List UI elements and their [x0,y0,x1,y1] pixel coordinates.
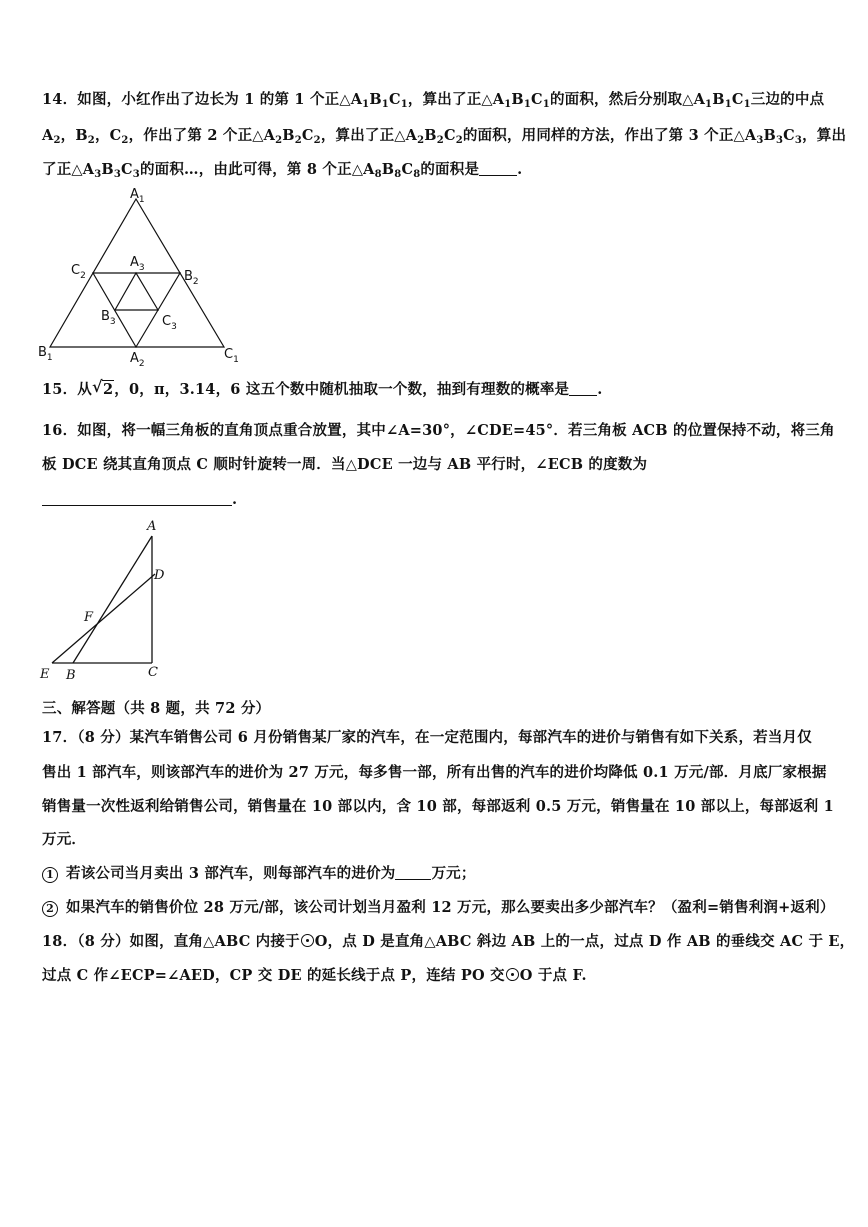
label-a1: $A_1$ [130,187,145,205]
label-a3: $A_3$ [130,255,145,273]
q15-line: 15．从 √ 2，0，π，3.14，6 这五个数中随机抽取一个数，抽到有理数的概率是 . [42,377,603,398]
q17-line-1: 17．（8 分）某汽车销售公司 6 月份销售某厂家的汽车，在一定范围内，每部汽车的进价与销售有如下关系，若当月仅 [42,729,812,746]
q16-line-2: 板 DCE 绕其直角顶点 C 顺时针旋转一周．当△DCE 一边与 AB 平行时，∠ECB 的度数为 [42,456,648,473]
answer-blank[interactable] [395,865,431,880]
segment-ab [73,536,152,663]
q14-line-1: 14．如图，小红作出了边长为 1 的第 1 个正$\triangle A_1B_1C_1$，算出了正$\triangle A_1B_1C_1$的面积，然后分别取$\triangle A_1B_1C_1$三边的中点 [42,91,825,110]
section-heading: 三、解答题（共 8 题，共 72 分） [42,700,271,717]
answer-blank[interactable] [42,491,232,506]
q17-sub-2: 2 如果汽车的销售价位 28 万元/部，该公司计划当月盈利 12 万元，那么要卖出多少部汽车？（盈利=销售利润+返利） [42,898,835,918]
triangle-figure [34,186,244,368]
label-a: A [147,519,157,534]
label-c3: $C_3$ [162,314,177,332]
label-b3: $B_3$ [101,309,116,327]
sqrt-2: √ 2 [91,377,114,398]
q14-line-3: 了正$\triangle A_3B_3C_3$的面积…，由此可得，第 8 个正$\triangle A_8B_8C_8$的面积是 . [42,161,523,180]
label-e: E [40,667,50,682]
q17-line-3: 销售量一次性返利给销售公司，销售量在 10 部以内，含 10 部，每部返利 0.5 万元，销售量在 10 部以上，每部返利 1 [42,798,834,815]
label-c1: $C_1$ [224,347,239,365]
label-b2: $B_2$ [184,269,199,287]
circle-dot-icon [301,934,314,947]
label-f: F [84,610,94,625]
label-a2: $A_2$ [130,351,145,368]
q16-line-3: . [42,490,237,510]
label-c2: $C_2$ [71,263,86,281]
q16-line-1: 16．如图，将一幅三角板的直角顶点重合放置，其中∠A=30°，∠CDE=45°．若三角板 ACB 的位置保持不动，将三角 [42,422,835,439]
answer-blank[interactable] [479,161,517,176]
triangle-a3b3c3 [115,273,158,310]
q17-sub-1: 1 若该公司当月卖出 3 部汽车，则每部汽车的进价为 万元； [42,864,476,884]
label-d: D [154,568,165,583]
q17-line-4: 万元． [42,831,87,848]
segment-de [52,574,155,663]
q18-line-1: 18．（8 分）如图，直角△ABC 内接于 O，点 D 是直角△ABC 斜边 AB 上的一点，过点 D 作 AB 的垂线交 AC 于 E， [42,933,855,950]
circled-number-2: 2 [42,901,58,917]
q18-line-2: 过点 C 作∠ECP=∠AED，CP 交 DE 的延长线于点 P，连结 PO 交 O 于点 F. [42,967,587,984]
circle-dot-icon [506,968,519,981]
label-b: B [66,668,76,683]
label-b1: $B_1$ [38,345,53,363]
circled-number-1: 1 [42,867,58,883]
q14-line-2: $A_2$，$B_2$，$C_2$，作出了第 2 个正$\triangle A_2B_2C_2$，算出了正$\triangle A_2B_2C_2$的面积，用同样的方法，作出了第 3 个正$\triangle A_3B_3C_3$，算出 [42,127,847,146]
label-c: C [148,665,158,680]
set-square-figure [34,516,184,684]
answer-blank[interactable] [569,381,597,396]
q17-line-2: 售出 1 部汽车，则该部汽车的进价为 27 万元，每多售一部，所有出售的汽车的进价均降低 0.1 万元/部．月底厂家根据 [42,764,827,781]
